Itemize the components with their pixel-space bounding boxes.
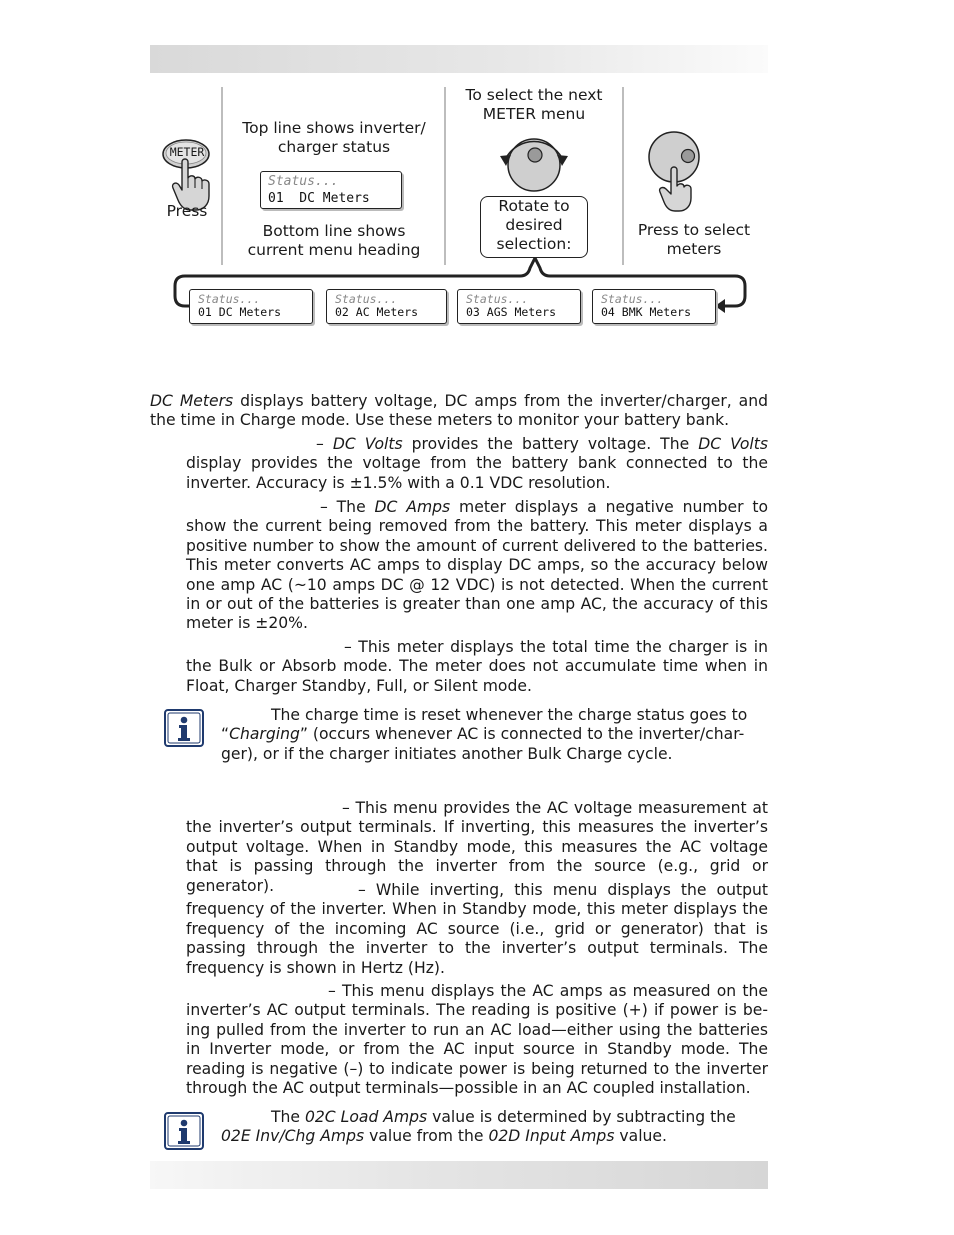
ac-frequency-paragraph (186, 881, 768, 978)
text-run: – This meter displays the total time the charger is in the Bulk or Absorb mode. The meter does not accumulate time when in Float, Charger Standby, Full, or Silent mode. (186, 638, 768, 695)
text-run: value is determined by subtracting the (427, 1108, 736, 1126)
note-charge-time (221, 706, 761, 764)
dc-amps-paragraph (186, 498, 768, 634)
text-run: – This menu provides the AC voltage measurement at the inverter’s output terminals. If inverting, this measures the inverter’s output voltage. When in Standby mode, this measures the AC voltage that is passing through the inverter from the source (e.g., grid or generator). (186, 799, 768, 895)
meter-button-label[interactable]: METER (169, 145, 205, 159)
menu-lcd-dc-meters (189, 289, 313, 324)
ac-load-amps-paragraph (186, 982, 768, 1098)
divider (622, 87, 624, 265)
lcd-status-line: Status... (268, 174, 339, 189)
intro-text: displays battery voltage, DC amps from the inverter/charger, and the time in Charge mode. Use these meters to monitor your battery bank. (150, 392, 768, 430)
text-run: The charge time is reset whenever the charge status goes to “ (221, 706, 748, 744)
info-icon (164, 1112, 204, 1150)
lcd-menu-line: 01 DC Meters (198, 304, 282, 319)
text-run: – The (320, 498, 375, 516)
top-line-caption: Top line shows inverter/ charger status (242, 119, 426, 156)
text-run: meter displays a negative number to show the current being removed from the battery. This meter displays a positive number to show the amount of current delivered to the batteries. This meter converts AC amps to display DC amps, so the accuracy below one amp AC (~10 amps DC @ 12 VDC) is not detected. When the current in or out of the batteries is greater than one amp AC, the accuracy of this meter is ±20%. (186, 498, 768, 633)
text-run: display provides the voltage from the battery bank connected to the inverter. Accuracy is ±1.5% with a 0.1 VDC resolution. (186, 454, 768, 492)
note-load-amps (221, 1108, 761, 1147)
footer-bar (150, 1161, 768, 1189)
text-run: – While inverting, this menu displays the output frequency of the inverter. When in Standby mode, this meter displays the frequency of the incoming AC source (i.e., grid or generator) that is passing through the inverter to the inverter’s output terminals. The frequency is shown in Hertz (Hz). (186, 881, 768, 977)
lcd-status-line: Status... (601, 292, 664, 306)
text-run: The (271, 1108, 305, 1126)
menu-lcd-ac-meters (326, 289, 447, 324)
press-label: Press (166, 202, 208, 220)
rotate-knob-icon (492, 128, 576, 194)
lcd-menu-line: 01 DC Meters (268, 191, 370, 206)
rotate-instruction-box: Rotate to desired selection: (480, 196, 588, 258)
info-icon (164, 709, 204, 747)
bottom-line-caption: Bottom line shows current menu heading (247, 222, 421, 259)
divider (221, 87, 223, 265)
lcd-status-line: Status... (335, 292, 398, 306)
select-next-caption: To select the next METER menu (465, 86, 603, 123)
term: DC Amps (374, 498, 451, 516)
term: DC Volts (332, 435, 403, 453)
text-run: provides the battery voltage. The (402, 435, 699, 453)
intro-term: DC Meters (150, 392, 234, 410)
lcd-status-line: Status... (198, 292, 261, 306)
text-run: – This menu displays the AC amps as measured on the inverter’s AC output terminals. The reading is positive (+) if power is be- ing pulled from the inverter to run an AC load—either using the batteries in Inverter mode, or from the AC input source in Standby mode. The reading is negative (–) to indicate power is being returned to the inverter through the AC output terminals—possible in an AC coupled installation. (186, 982, 768, 1098)
term: DC Volts (698, 435, 769, 453)
text-run: – (316, 435, 333, 453)
text-run: value from the (364, 1127, 489, 1146)
dc-volts-paragraph (186, 435, 768, 493)
term: 02C Load Amps (304, 1108, 428, 1126)
lcd-menu-line: 02 AC Meters (335, 304, 419, 319)
text-run: ” (occurs whenever AC is connected to the inverter/char- ger), or if the charger initiates another Bulk Charge cycle. (221, 725, 745, 763)
press-select-caption: Press to select meters (637, 221, 751, 258)
menu-lcd-bmk-meters (592, 289, 716, 324)
text-run: value. (614, 1127, 667, 1146)
term: 02E Inv/Chg Amps (221, 1127, 365, 1146)
term: Charging (229, 725, 300, 744)
lcd-menu-line: 03 AGS Meters (466, 304, 557, 319)
lcd-status-line: Status... (466, 292, 529, 306)
term: 02D Input Amps (488, 1127, 615, 1146)
press-knob-icon (645, 128, 705, 214)
lcd-menu-line: 04 BMK Meters (601, 304, 692, 319)
header-bar (150, 45, 768, 73)
intro-paragraph (150, 392, 768, 431)
divider (444, 87, 446, 265)
lcd-display (260, 171, 402, 209)
charge-time-paragraph (186, 638, 768, 696)
menu-lcd-ags-meters (457, 289, 581, 324)
